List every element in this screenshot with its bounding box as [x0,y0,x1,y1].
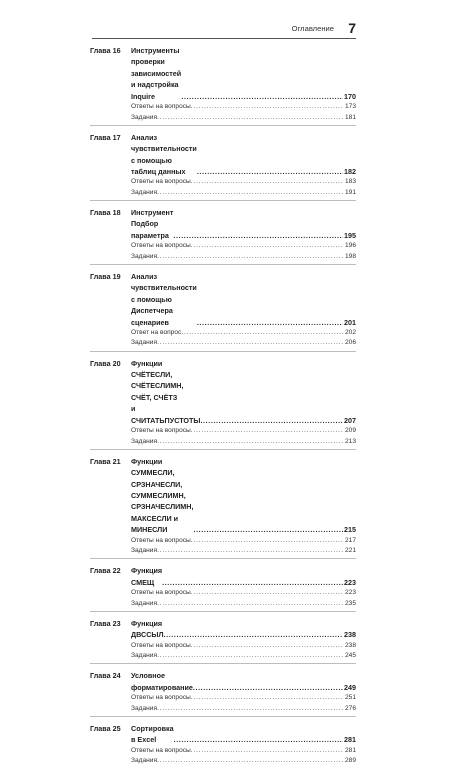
running-header [92,20,356,39]
subsection-title: Задания [131,188,158,196]
chapter-title-line [131,271,356,328]
toc-subsection-row [90,328,356,339]
toc-subsection-row [90,546,356,557]
toc-subsection-row [90,641,356,652]
dot-leader [157,704,344,715]
dot-leader [181,328,344,339]
toc-subsection-row [90,177,356,188]
chapter-title-line [131,723,356,746]
subsection-title: Ответы на вопросы [131,242,191,250]
subsection-page-number: 191 [344,188,356,196]
toc-subsection-row [90,651,356,662]
toc-chapter-entry [90,723,356,768]
dot-leader [191,102,344,113]
chapter-title: Анализ чувствительности с помощью Диспетчера сценариев [131,271,197,327]
subsection-page-number: 206 [344,339,356,347]
dot-leader [191,641,344,652]
chapter-row [90,618,356,641]
toc-chapter-entry [90,207,356,265]
chapter-page-number: 207 [344,415,356,425]
running-title: Оглавление [291,24,334,33]
chapter-title-line [131,358,356,426]
dot-leader [191,536,344,547]
dot-leader [200,415,343,426]
subsection-page-number: 223 [344,589,356,597]
toc-subsection-row [90,426,356,437]
dot-leader [157,113,344,124]
toc-chapter-entry [90,271,356,352]
dot-leader [193,524,343,535]
dot-leader [191,426,344,437]
subsection-page-number: 183 [344,178,356,186]
toc-chapter-entry [90,358,356,450]
chapter-title: Функции СУММЕСЛИ, СРЗНАЧЕСЛИ, СУММЕСЛИМН, СРЗНАЧЕСЛИМН, МАКСЕСЛИ и МИНЕСЛИ [131,456,194,535]
toc-subsection-row [90,252,356,263]
chapter-title: Функция СМЕЩ [131,566,163,587]
subsection-title: Задания [131,339,158,347]
chapter-page-number: 182 [344,166,356,176]
subsection-page-number: 217 [344,536,356,544]
chapter-page-number: 223 [344,577,356,587]
chapter-label: Глава 20 [90,358,121,368]
toc-subsection-row [90,588,356,599]
chapter-title: Инструменты проверки зависимостей и надстройка Inquire [131,46,182,101]
chapter-page-number: 170 [344,91,356,101]
dot-leader [191,746,344,757]
chapter-title-line [131,670,356,693]
chapter-title: Инструмент Подбор параметра [131,208,174,240]
chapter-row [90,670,356,693]
chapter-label: Глава 19 [90,271,121,281]
subsection-page-number: 238 [344,641,356,649]
chapter-title: Сортировка в Excel [131,723,174,745]
subsection-title: Задания [131,252,158,260]
subsection-title: Ответы на вопросы [131,536,191,544]
toc-subsection-row [90,746,356,757]
chapter-title: Функция ДВССЫЛ [131,618,164,640]
subsection-title: Задания [131,599,158,607]
subsection-page-number: 245 [344,652,356,660]
chapter-label: Глава 22 [90,566,121,576]
chapter-label: Глава 21 [90,456,121,466]
dot-leader [157,252,344,263]
subsection-page-number: 281 [344,746,356,754]
toc-chapter-entry [90,670,356,716]
page-number: 7 [348,20,356,36]
subsection-title: Ответы на вопросы [131,589,191,597]
subsection-page-number: 221 [344,547,356,555]
subsection-page-number: 251 [344,694,356,702]
chapter-row [90,565,356,588]
toc-subsection-row [90,437,356,448]
subsection-page-number: 181 [344,113,356,121]
table-of-contents [90,45,356,774]
subsection-title: Ответ на вопрос [131,328,182,336]
dot-leader [164,629,344,640]
subsection-page-number: 209 [344,427,356,435]
toc-subsection-row [90,599,356,610]
subsection-title: Задания [131,652,158,660]
chapter-label: Глава 18 [90,208,121,218]
subsection-page-number: 202 [344,328,356,336]
subsection-page-number: 289 [344,757,356,765]
subsection-title: Ответы на вопросы [131,178,191,186]
chapter-page-number: 195 [344,230,356,240]
chapter-label: Глава 16 [90,46,121,55]
dot-leader [191,177,344,188]
dot-leader [181,91,343,102]
toc-subsection-row [90,693,356,704]
subsection-title: Ответы на вопросы [131,641,191,649]
dot-leader [157,188,344,199]
chapter-row [90,456,356,536]
chapter-row [90,723,356,746]
dot-leader [173,230,343,241]
dot-leader [157,651,344,662]
subsection-title: Задания [131,704,158,712]
subsection-title: Ответы на вопросы [131,103,191,111]
chapter-title-line [131,207,356,241]
dot-leader [191,693,344,704]
toc-chapter-entry [90,45,356,126]
dot-leader [197,317,343,328]
toc-subsection-row [90,241,356,252]
chapter-label: Глава 25 [90,723,121,733]
subsection-page-number: 196 [344,242,356,250]
toc-subsection-row [90,188,356,199]
dot-leader [157,437,344,448]
subsection-title: Ответы на вопросы [131,746,191,754]
toc-chapter-entry [90,132,356,201]
dot-leader [157,599,344,610]
chapter-title: Анализ чувствительности с помощью таблиц данных [131,132,197,176]
chapter-label: Глава 17 [90,132,121,142]
toc-subsection-row [90,536,356,547]
chapter-page-number: 215 [344,525,356,535]
dot-leader [157,546,344,557]
dot-leader [191,588,344,599]
subsection-title: Задания [131,437,158,445]
toc-chapter-entry [90,456,356,559]
dot-leader [191,241,344,252]
subsection-title: Ответы на вопросы [131,694,191,702]
dot-leader [193,682,343,693]
chapter-row [90,207,356,241]
chapter-row [90,358,356,426]
chapter-title-line [131,45,356,102]
dot-leader [157,756,344,767]
subsection-title: Задания [131,113,158,121]
chapter-title-line [131,565,356,588]
subsection-title: Ответы на вопросы [131,427,191,435]
chapter-row [90,45,356,102]
chapter-title: Условное форматирование [131,671,193,692]
subsection-page-number: 213 [344,437,356,445]
chapter-row [90,132,356,178]
chapter-title-line [131,456,356,536]
toc-subsection-row [90,704,356,715]
toc-chapter-entry [90,618,356,664]
subsection-title: Задания [131,757,158,765]
toc-subsection-row [90,338,356,349]
toc-subsection-row [90,756,356,767]
chapter-page-number: 238 [344,630,356,640]
toc-subsection-row [90,113,356,124]
toc-chapter-entry [90,565,356,611]
subsection-page-number: 276 [344,704,356,712]
subsection-page-number: 198 [344,252,356,260]
subsection-title: Задания [131,547,158,555]
chapter-title: Функции СЧЁТЕСЛИ, СЧЁТЕСЛИМН, СЧЁТ, СЧЁТЗ и СЧИТАТЬПУСТОТЫ [131,358,201,425]
dot-leader [197,166,343,177]
chapter-label: Глава 23 [90,618,121,628]
subsection-page-number: 235 [344,599,356,607]
dot-leader [157,338,344,349]
dot-leader [162,577,343,588]
dot-leader [174,734,343,745]
chapter-page-number: 201 [344,317,356,327]
chapter-page-number: 249 [344,682,356,692]
chapter-title-line [131,132,356,178]
chapter-row [90,271,356,328]
chapter-label: Глава 24 [90,671,121,681]
chapter-page-number: 281 [344,735,356,745]
subsection-page-number: 173 [344,103,356,111]
chapter-title-line [131,618,356,641]
toc-subsection-row [90,102,356,113]
